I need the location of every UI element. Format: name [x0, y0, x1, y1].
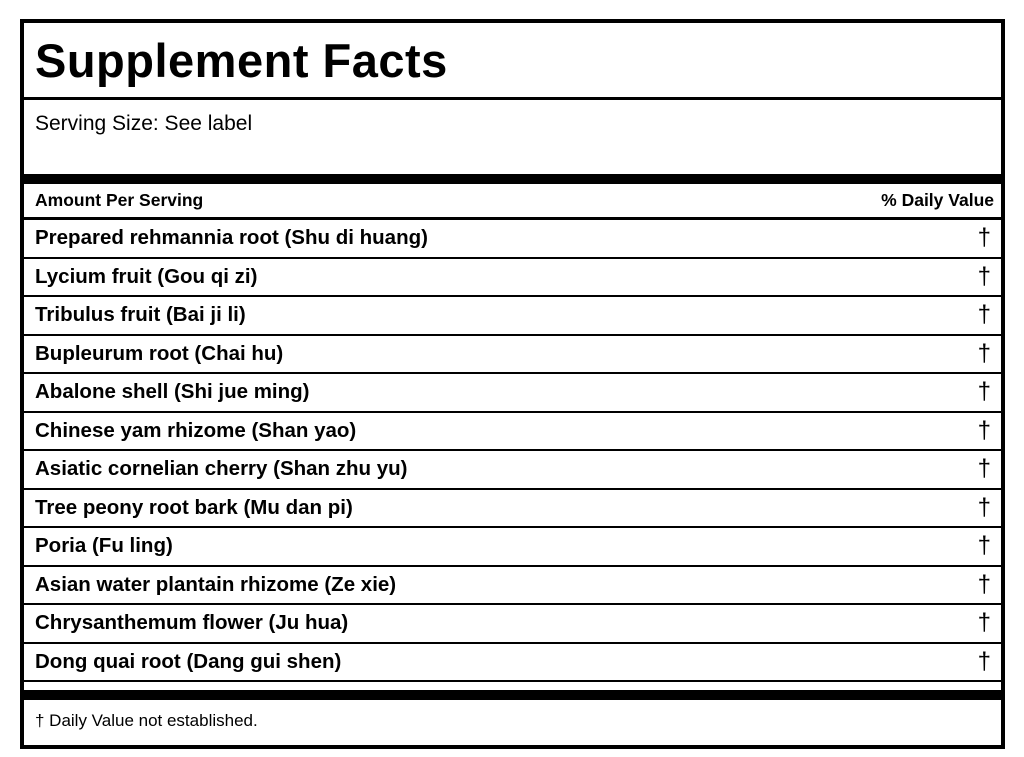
ingredient-name: Lycium fruit (Gou qi zi) — [35, 264, 258, 288]
ingredient-row — [24, 644, 1001, 683]
ingredient-row — [24, 528, 1001, 567]
ingredient-daily-value: † — [977, 339, 991, 367]
ingredient-daily-value: † — [977, 609, 991, 637]
ingredient-row — [24, 374, 1001, 413]
ingredient-row — [24, 259, 1001, 298]
amount-per-serving-header: Amount Per Serving — [35, 190, 204, 210]
ingredient-daily-value: † — [977, 262, 991, 290]
ingredient-row — [24, 451, 1001, 490]
ingredient-row — [24, 220, 1001, 259]
ingredient-name: Poria (Fu ling) — [35, 534, 173, 558]
ingredient-row — [24, 567, 1001, 606]
thick-divider — [24, 690, 1001, 698]
ingredient-daily-value: † — [977, 378, 991, 406]
ingredient-name: Abalone shell (Shi jue ming) — [35, 380, 310, 404]
ingredient-list — [24, 220, 1001, 682]
ingredient-name: Chrysanthemum flower (Ju hua) — [35, 611, 349, 635]
ingredient-row — [24, 490, 1001, 529]
ingredient-name: Asian water plantain rhizome (Ze xie) — [35, 572, 397, 596]
ingredient-name: Dong quai root (Dang gui shen) — [35, 649, 342, 673]
daily-value-header: % Daily Value — [881, 190, 994, 210]
ingredient-daily-value: † — [977, 301, 991, 329]
ingredient-daily-value: † — [977, 224, 991, 252]
supplement-facts-panel — [20, 19, 1005, 749]
ingredient-name: Tribulus fruit (Bai ji li) — [35, 303, 246, 327]
ingredient-daily-value: † — [977, 493, 991, 521]
ingredient-daily-value: † — [977, 570, 991, 598]
ingredient-row — [24, 297, 1001, 336]
ingredient-daily-value: † — [977, 455, 991, 483]
ingredient-daily-value: † — [977, 532, 991, 560]
ingredient-row — [24, 413, 1001, 452]
ingredient-name: Asiatic cornelian cherry (Shan zhu yu) — [35, 457, 408, 481]
ingredient-row — [24, 605, 1001, 644]
ingredient-daily-value: † — [977, 647, 991, 675]
serving-size: Serving Size: See label — [24, 100, 1001, 184]
ingredient-name: Chinese yam rhizome (Shan yao) — [35, 418, 357, 442]
ingredient-row — [24, 336, 1001, 375]
ingredient-name: Bupleurum root (Chai hu) — [35, 341, 284, 365]
ingredient-name: Prepared rehmannia root (Shu di huang) — [35, 226, 428, 250]
ingredient-name: Tree peony root bark (Mu dan pi) — [35, 495, 353, 519]
ingredient-daily-value: † — [977, 416, 991, 444]
column-header-row — [24, 184, 1001, 220]
footnote: † Daily Value not established. — [24, 698, 1001, 741]
panel-title: Supplement Facts — [24, 23, 1001, 100]
